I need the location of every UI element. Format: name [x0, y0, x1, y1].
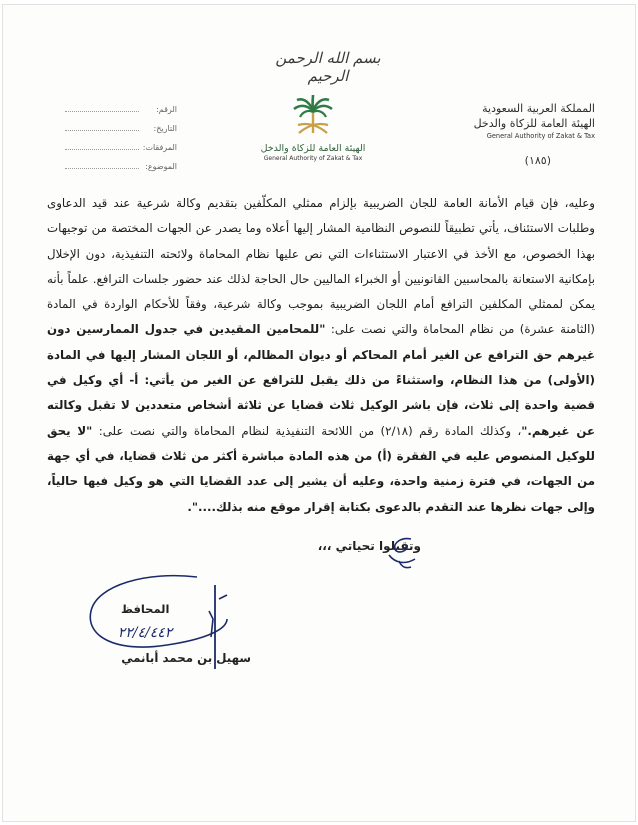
- field-number: [65, 95, 177, 114]
- field-date-line: [65, 129, 139, 131]
- authority-logo: [258, 95, 368, 162]
- field-attachments-label: المرفقات:: [142, 143, 177, 152]
- letter-body: [47, 191, 595, 520]
- initials-signature: [381, 533, 421, 573]
- logo-arabic-text: الهيئة العامة للزكاة والدخل: [260, 143, 366, 154]
- field-date-label: التاريخ:: [153, 124, 177, 133]
- palm-swords-icon: [291, 95, 335, 141]
- quote-regulation-18-2: "لا يحق للوكيل المنصوص عليه في الفقرة (أ) من هذه المادة مباشرة أكثر من ثلاث قضايا، في أي جهة من الجهات، في فترة زمنية واحدة، وعليه أن يشير إلى عدد القضايا التي هو وكيل فيها حالياً، وإلى جهات نظرها عند التقدم بالدعوى بكتابة إقرار موقع منه بذلك....".: [47, 423, 595, 514]
- document-number: (١٨٥): [524, 154, 551, 167]
- field-subject-label: الموضوع:: [145, 162, 177, 171]
- signatory-title: المحافظ: [121, 602, 170, 616]
- quote-article-18: "للمحامين المقيدين في جدول الممارسين دون غيرهم حق الترافع عن الغير أمام المحاكم أو ديوان المظالم، أو اللجان المشار إليها في المادة (الأولى) من هذا النظام، واستثناءً من ذلك يقبل للترافع عن الغير من يأتي: أ- أي وكيل في قضية واحدة إلى ثلاث، فإن باشر الوكيل ثلاث قضايا عن ثلاثة أشخاص متعددين لا تقبل وكالته عن غيرهم.": [47, 322, 596, 438]
- field-attachments: [65, 133, 177, 152]
- closing-greeting: وتقبلوا تحياتي ،،،: [317, 539, 421, 553]
- body-paragraph-2: ، وكذلك المادة رقم (٢/١٨) من اللائحة التنفيذية لنظام المحاماة والتي نصت على:: [98, 423, 522, 438]
- body-paragraph: [47, 191, 595, 520]
- basmala: بسم الله الرحمن الرحيم: [275, 49, 381, 85]
- signatory-name: سهيل بن محمد أبانمي: [121, 651, 251, 665]
- logo-english-text: General Authority of Zakat & Tax: [263, 155, 363, 162]
- letter-page: [2, 4, 636, 822]
- field-subject: [65, 152, 177, 171]
- field-date: [65, 114, 177, 133]
- field-subject-line: [65, 167, 139, 169]
- body-paragraph-1: وعليه، فإن قيام الأمانة العامة للجان الضريبية بإلزام ممثلي المكلّفين بتقديم وكالة شرعية عند قيد الدعاوى وطلبات الاستئناف، يأتي تطبيقاً للنصوص النظامية المشار إليها أعلاه وما يصدر عن الجهات المختصة من توجيهات بهذا الخصوص، مع الأخذ في الاعتبار الاستثناءات التي نص عليها نظام المحاماة ولائحته التنفيذية، دون الإخلال بإمكانية الاستعانة بالمحاسبين القانونيين أو الخبراء الماليين حال الحاجة لذلك عند حضور جلسات الترافع. علماً بأنه يمكن لممثلي المكلفين الترافع أمام اللجان الضريبية بموجب وكالة شرعية، وفقاً للأحكام الواردة في المادة (الثامنة عشرة) من نظام المحاماة والتي نصت على:: [47, 196, 595, 337]
- reference-fields: [65, 95, 177, 171]
- org-name-kingdom: المملكة العربية السعودية: [482, 102, 595, 115]
- field-attachments-line: [65, 148, 139, 150]
- org-header: [395, 101, 595, 167]
- org-name-authority: الهيئة العامة للزكاة والدخل: [473, 117, 595, 130]
- org-name-english: General Authority of Zakat & Tax: [486, 132, 595, 140]
- field-number-label: الرقم:: [156, 105, 177, 114]
- handwritten-date: ٢٢/٤/٤٤٢: [117, 625, 173, 641]
- field-number-line: [65, 110, 139, 112]
